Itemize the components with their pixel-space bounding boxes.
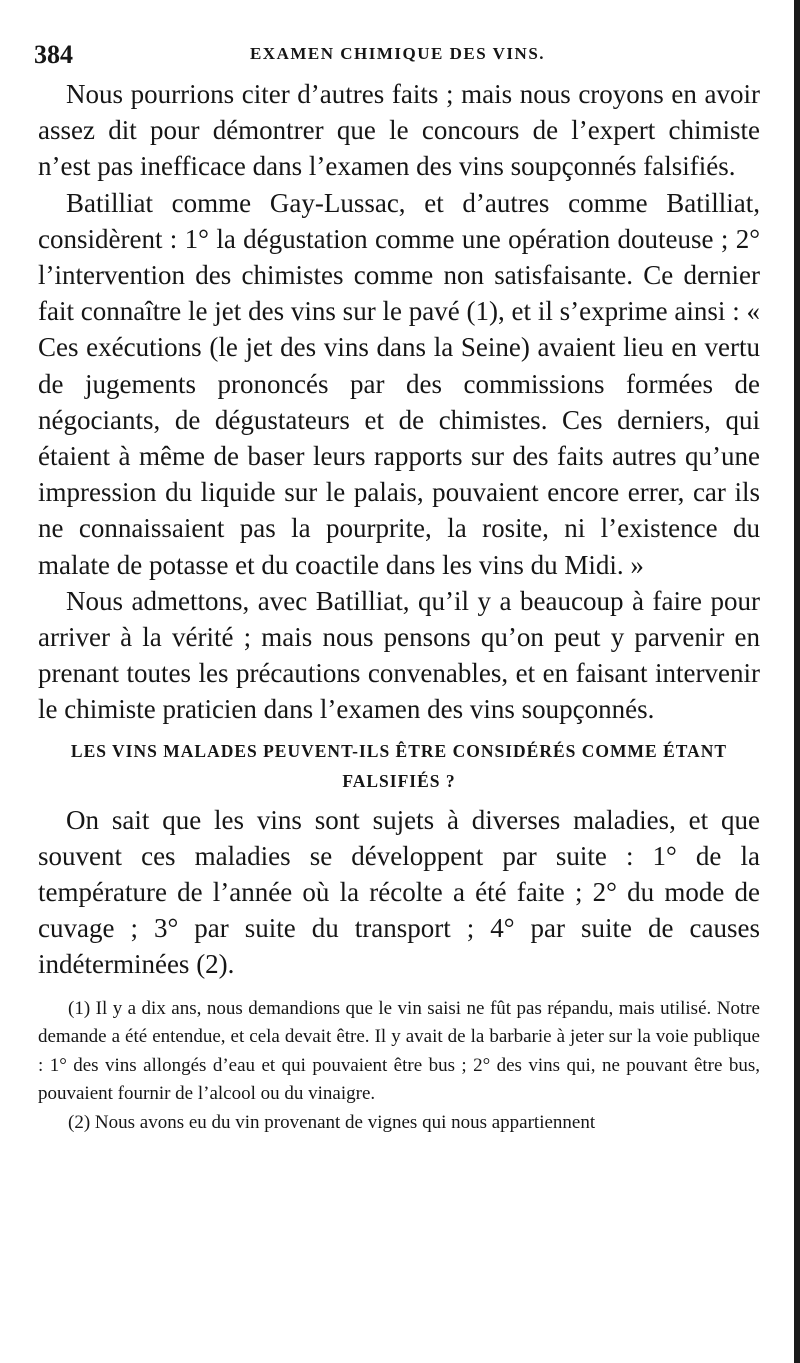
page-body: [38, 76, 760, 1137]
paragraph-nous-admettons: Nous admettons, avec Batilliat, qu’il y a beaucoup à faire pour arriver à la vérité ; mais nous pensons qu’on peut y parvenir en prenant toutes les précautions convenables, et en faisant intervenir le chimiste praticien dans l’examen des vins soupçonnés.: [38, 585, 760, 725]
footnotes: [38, 995, 760, 1138]
footnote-2: (2) Nous avons eu du vin provenant de vignes qui nous appartiennent: [68, 1111, 596, 1133]
page-number: 384: [34, 40, 73, 69]
section-title: LES VINS MALADES PEUVENT-ILS ÊTRE CONSIDÉRÉS COMME ÉTANT FALSIFIÉS ?: [70, 740, 728, 791]
paragraph-batilliat: Batilliat comme Gay-Lussac, et d’autres comme Batilliat, considèrent : 1° la dégustation comme une opération douteuse ; 2° l’intervention des chimistes comme non satisfaisante. Ce dernier fait connaître le jet des vins sur le pavé (1), et il s’exprime ainsi : « Ces exécutions (le jet des vins dans la Seine) avaient lieu en vertu de jugements prononcés par des commissions formées de négociants, de dégustateurs et de chimistes. Ces derniers, qui étaient à même de baser leurs rapports sur des faits autres qu’une impression du liquide sur le palais, pouvaient encore errer, car ils ne connaissaient pas la pourprite, la rosite, ni l’existence du malate de potasse et du coactile dans les vins du Midi. »: [38, 187, 760, 580]
page-edge-shadow: [794, 0, 800, 1363]
running-title: EXAMEN CHIMIQUE DES VINS.: [249, 44, 546, 63]
footnote-1: (1) Il y a dix ans, nous demandions que le vin saisi ne fût pas répandu, mais utilisé. Notre demande a été entendue, et cela devait être. Il y avait de la barbarie à jeter sur la voie publique : 1° des vins allongés d’eau et qui pouvaient être bus ; 2° des vins qui, ne pouvant être bus, pouvaient fournir de l’alcool ou du vinaigre.: [38, 997, 760, 1105]
paragraph-citer-faits: Nous pourrions citer d’autres faits ; mais nous croyons en avoir assez dit pour démontrer que le concours de l’expert chimiste n’est pas inefficace dans l’examen des vins soupçonnés falsifiés.: [38, 79, 760, 182]
page-header: [30, 36, 765, 72]
paragraph-maladies: On sait que les vins sont sujets à diverses maladies, et que souvent ces maladies se développent par suite : 1° de la température de l’année où la récolte a été faite ; 2° du mode de cuvage ; 3° par suite du transport ; 4° par suite de causes indéterminées (2).: [38, 804, 760, 980]
